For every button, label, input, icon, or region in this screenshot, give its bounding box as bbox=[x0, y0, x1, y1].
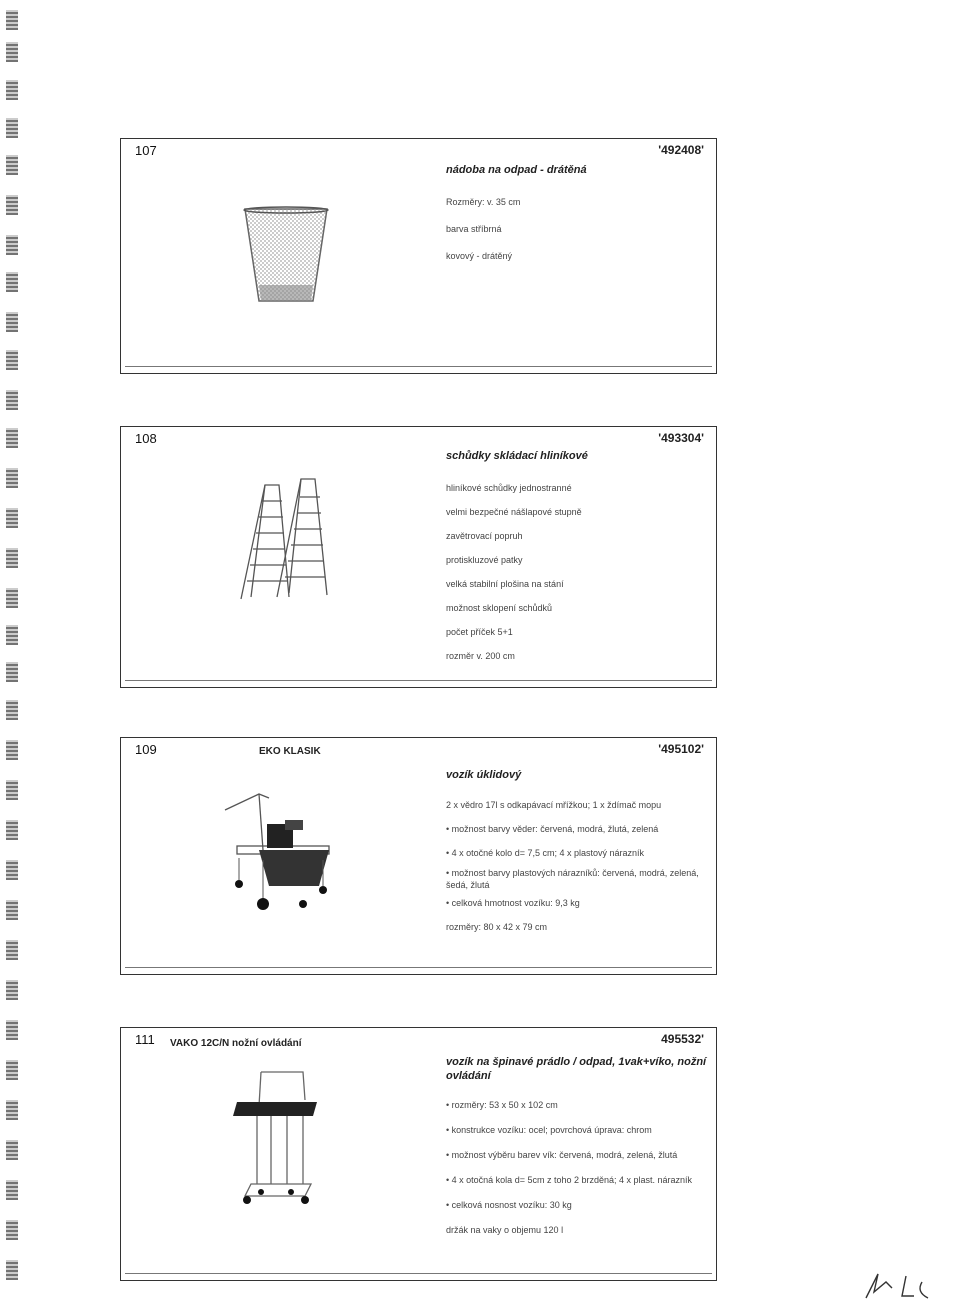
divider bbox=[125, 1273, 712, 1274]
spec-line: rozměr v. 200 cm bbox=[446, 651, 515, 661]
spec-line: rozměry: 80 x 42 x 79 cm bbox=[446, 922, 548, 932]
divider bbox=[125, 366, 712, 367]
product-title: vozík úklidový bbox=[446, 769, 522, 781]
spec-line: počet příček 5+1 bbox=[446, 627, 513, 637]
spec-line: hliníkové schůdky jednostranné bbox=[446, 483, 572, 493]
product-card-109 bbox=[120, 737, 717, 975]
wire-bin-image bbox=[241, 205, 331, 310]
product-specs bbox=[446, 1100, 692, 1235]
laundry-cart-image bbox=[231, 1066, 321, 1211]
item-number: 107 bbox=[135, 143, 157, 158]
binding-margin bbox=[0, 0, 20, 1308]
brand-label: VAKO 12C/N nožní ovládání bbox=[170, 1038, 302, 1049]
spec-line: velmi bezpečné nášlapové stupně bbox=[446, 507, 582, 517]
spec-line: možnost sklopení schůdků bbox=[446, 603, 553, 613]
spec-line: • celková hmotnost vozíku: 9,3 kg bbox=[446, 898, 580, 908]
spec-line: držák na vaky o objemu 120 l bbox=[446, 1225, 564, 1235]
product-title: schůdky skládací hliníkové bbox=[446, 450, 588, 462]
spec-line: • možnost barvy věder: červená, modrá, žlutá, zelená bbox=[446, 824, 659, 834]
item-number: 109 bbox=[135, 742, 157, 757]
spec-line: barva stříbrná bbox=[446, 224, 502, 234]
spec-line: velká stabilní plošina na stání bbox=[446, 579, 564, 589]
spec-line: • 4 x otočná kola d= 5cm z toho 2 brzděná; 4 x plast. nárazník bbox=[446, 1175, 693, 1185]
product-specs bbox=[446, 483, 582, 661]
brand-label: EKO KLASIK bbox=[259, 746, 321, 757]
divider bbox=[125, 680, 712, 681]
spec-line: Rozměry: v. 35 cm bbox=[446, 197, 521, 207]
spec-line: • celková nosnost vozíku: 30 kg bbox=[446, 1200, 572, 1210]
spec-line: zavětrovací popruh bbox=[446, 531, 523, 541]
product-code: '492408' bbox=[658, 143, 704, 157]
ladder-image bbox=[231, 471, 341, 606]
spec-line: • rozměry: 53 x 50 x 102 cm bbox=[446, 1100, 558, 1110]
spec-line: kovový - drátěný bbox=[446, 251, 513, 261]
product-card-107 bbox=[120, 138, 717, 374]
spec-line: 2 x vědro 17l s odkapávací mřížkou; 1 x ždímač mopu bbox=[446, 800, 662, 810]
product-code: '495102' bbox=[658, 742, 704, 756]
product-title: vozík na špinavé prádlo / odpad, 1vak+víko, nožní ovládání bbox=[446, 1056, 707, 1082]
divider bbox=[125, 967, 712, 968]
product-specs bbox=[446, 800, 706, 932]
product-card-111 bbox=[120, 1027, 717, 1281]
item-number: 108 bbox=[135, 431, 157, 446]
product-code: '493304' bbox=[658, 431, 704, 445]
item-number: 111 bbox=[135, 1032, 155, 1047]
spec-line: • 4 x otočné kolo d= 7,5 cm; 4 x plastový nárazník bbox=[446, 848, 645, 858]
product-title: nádoba na odpad - drátěná bbox=[446, 164, 587, 176]
product-specs bbox=[446, 197, 520, 261]
product-card-108 bbox=[120, 426, 717, 688]
spec-line: • možnost výběru barev vík: červená, modrá, zelená, žlutá bbox=[446, 1150, 678, 1160]
handwritten-signature bbox=[862, 1268, 942, 1302]
spec-line: • konstrukce vozíku: ocel; povrchová úprava: chrom bbox=[446, 1125, 652, 1135]
spec-line: • možnost barvy plastových nárazníků: červená, modrá, zelená, šedá, žlutá bbox=[446, 868, 699, 890]
product-code: 495532' bbox=[661, 1032, 704, 1046]
cleaning-cart-image bbox=[219, 780, 339, 915]
spec-line: protiskluzové patky bbox=[446, 555, 523, 565]
